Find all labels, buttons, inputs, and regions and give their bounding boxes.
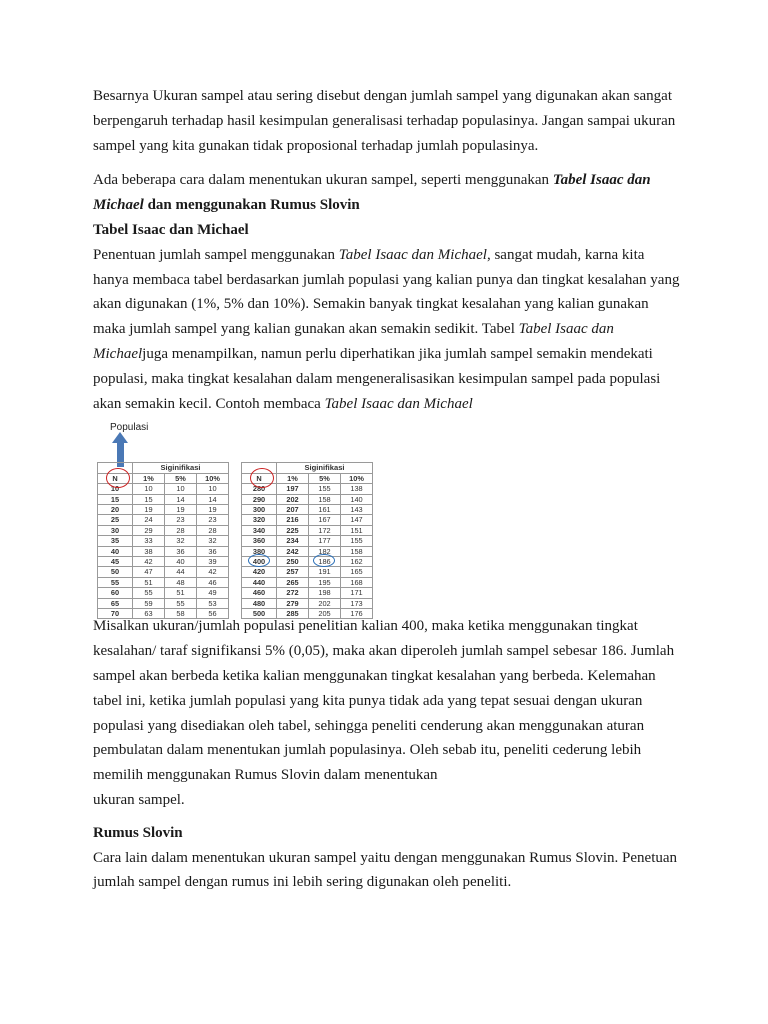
table-cell: 138 [341, 484, 373, 494]
group-header-left: Siginifikasi [133, 463, 229, 473]
table-separator [229, 567, 242, 577]
isaac-michael-table [97, 462, 373, 619]
table-cell: 10 [165, 484, 197, 494]
table-cell: 60 [98, 588, 133, 598]
table-row [98, 567, 373, 577]
table-cell: 140 [341, 494, 373, 504]
header-n-left: N [98, 473, 133, 483]
table-separator [229, 557, 242, 567]
table-cell: 24 [133, 515, 165, 525]
table-cell: 44 [165, 567, 197, 577]
table-cell: 279 [277, 598, 309, 608]
table-cell: 29 [133, 525, 165, 535]
table-cell: 58 [165, 609, 197, 619]
table-cell [309, 557, 341, 567]
table-cell: 14 [165, 494, 197, 504]
table-row [98, 577, 373, 587]
table-row [98, 536, 373, 546]
table-separator [229, 494, 242, 504]
table-cell: 20 [98, 504, 133, 514]
table-cell: 50 [98, 567, 133, 577]
table-cell: 42 [133, 557, 165, 567]
table-cell: 198 [309, 588, 341, 598]
table-cell: 162 [341, 557, 373, 567]
table-cell: 205 [309, 609, 341, 619]
table-separator [229, 504, 242, 514]
text-span: Penentuan jumlah sampel menggunakan [93, 246, 339, 263]
table-cell: 420 [242, 567, 277, 577]
table-cell: 28 [197, 525, 229, 535]
table-cell: 19 [133, 504, 165, 514]
table-cell: 15 [133, 494, 165, 504]
table-cell: 143 [341, 504, 373, 514]
table-cell: 191 [309, 567, 341, 577]
table-cell: 290 [242, 494, 277, 504]
table-cell: 202 [277, 494, 309, 504]
table-row [98, 557, 373, 567]
header-1pct: 1% [133, 473, 165, 483]
table-cell: 25 [98, 515, 133, 525]
table-cell: 10 [133, 484, 165, 494]
table-cell: 257 [277, 567, 309, 577]
table-cell: 51 [165, 588, 197, 598]
highlighted-value: 400 [252, 557, 266, 567]
table-row [98, 504, 373, 514]
isaac-michael-table-figure [93, 418, 393, 619]
table-cell: 23 [197, 515, 229, 525]
text-span: , sangat mudah, karna kita hanya membaca tabel berdasarkan jumlah populasi yang kalian punya dan tingkat kesalahan yang akan digunakan (1%, 5% dan 10%). Semakin banyak tingkat kesalahan yang kalian gunakan maka jumlah sampel yang kalian gunakan akan semakin sedikit. Tabel [93, 246, 680, 338]
table-cell: 250 [277, 557, 309, 567]
table-cell: 55 [165, 598, 197, 608]
table-cell: 380 [242, 546, 277, 556]
table-cell: 53 [197, 598, 229, 608]
header-10pct: 10% [197, 473, 229, 483]
document-page [93, 84, 683, 895]
table-cell: 265 [277, 577, 309, 587]
table-separator [229, 609, 242, 619]
table-cell: 197 [277, 484, 309, 494]
table-separator [229, 588, 242, 598]
blue-circle-annotation [313, 554, 335, 567]
red-circle-annotation [250, 468, 274, 488]
table-separator [229, 463, 242, 473]
table-header-row [98, 473, 373, 483]
table-cell: 38 [133, 546, 165, 556]
table-cell: 480 [242, 598, 277, 608]
table-cell: 195 [309, 577, 341, 587]
table-cell: 32 [165, 536, 197, 546]
table-cell: 36 [197, 546, 229, 556]
header-5pct: 5% [165, 473, 197, 483]
paragraph-intro: Besarnya Ukuran sampel atau sering disebut dengan jumlah sampel yang digunakan akan sangat berpengaruh terhadap hasil kesimpulan generalisasi terhadap populasinya. Jangan sampai ukuran sampel yang kita gunakan tidak proposional terhadap jumlah populasinya. [93, 88, 676, 154]
table-cell: 23 [165, 515, 197, 525]
emphasis-tabel-isaac: Tabel Isaac dan Michael [93, 172, 651, 214]
table-cell: 340 [242, 525, 277, 535]
table-row [98, 484, 373, 494]
table-cell: 225 [277, 525, 309, 535]
table-cell: 360 [242, 536, 277, 546]
table-cell: 46 [197, 577, 229, 587]
table-cell: 165 [341, 567, 373, 577]
table-cell: 45 [98, 557, 133, 567]
table-cell: 155 [309, 484, 341, 494]
table-separator [229, 546, 242, 556]
table-cell: 202 [309, 598, 341, 608]
populasi-label: Populasi [110, 422, 149, 434]
table-row [98, 515, 373, 525]
table-cell: 19 [165, 504, 197, 514]
table-cell: 161 [309, 504, 341, 514]
header-n-right: N [242, 473, 277, 483]
table-cell: 10 [197, 484, 229, 494]
blue-circle-annotation [248, 554, 270, 567]
table-cell: 460 [242, 588, 277, 598]
paragraph-methods [93, 168, 683, 218]
table-row [98, 494, 373, 504]
table-cell: 39 [197, 557, 229, 567]
table-separator [229, 484, 242, 494]
table-cell: 49 [197, 588, 229, 598]
table-cell: 182 [309, 546, 341, 556]
table-cell: 300 [242, 504, 277, 514]
table-cell: 216 [277, 515, 309, 525]
table-cell: 242 [277, 546, 309, 556]
table-cell: 48 [165, 577, 197, 587]
emphasis-tabel-isaac: Tabel Isaac dan Michael [338, 246, 487, 263]
table-cell: 15 [98, 494, 133, 504]
table-row [98, 525, 373, 535]
red-circle-annotation [106, 468, 130, 488]
table-cell: 51 [133, 577, 165, 587]
paragraph-tabel-explanation [93, 243, 683, 417]
table-cell: 33 [133, 536, 165, 546]
table-cell: 155 [341, 536, 373, 546]
table-cell: 65 [98, 598, 133, 608]
table-cell: 234 [277, 536, 309, 546]
text-span: juga menampilkan, namun perlu diperhatikan jika jumlah sampel semakin mendekati populasi, maka tingkat kesalahan dalam mengeneralisasikan kesimpulan sampel pada populasi akan semakin kecil. Contoh membaca [93, 345, 661, 412]
table-cell: 55 [133, 588, 165, 598]
table-cell: 172 [309, 525, 341, 535]
table-separator [229, 536, 242, 546]
highlighted-value: 186 [318, 557, 331, 567]
table-separator [229, 577, 242, 587]
table-cell: 285 [277, 609, 309, 619]
emphasis-tabel-isaac: Tabel Isaac dan Michael [93, 321, 614, 362]
table-cell: 167 [309, 515, 341, 525]
group-header-right: Siginifikasi [277, 463, 373, 473]
table-cell: 207 [277, 504, 309, 514]
table-cell: 47 [133, 567, 165, 577]
header-5pct: 5% [309, 473, 341, 483]
table-cell: 32 [197, 536, 229, 546]
table-cell [242, 557, 277, 567]
table-cell: 440 [242, 577, 277, 587]
table-cell: 19 [197, 504, 229, 514]
table-cell: 176 [341, 609, 373, 619]
table-separator [229, 598, 242, 608]
emphasis-tabel-isaac: Tabel Isaac dan Michael [324, 395, 473, 412]
heading-rumus-slovin: Rumus Slovin [93, 824, 183, 841]
table-cell: 63 [133, 609, 165, 619]
table-cell: 10 [98, 484, 133, 494]
table-separator [229, 473, 242, 483]
table-cell: 59 [133, 598, 165, 608]
paragraph-example: Misalkan ukuran/jumlah populasi penelitian kalian 400, maka ketika menggunakan tingkat kesalahan/ taraf signifikansi 5% (0,05), maka akan diperoleh jumlah sampel sebesar 186. Jumlah sampel akan berbeda ketika kalian menggunakan tingkat kesalahan yang berbeda. Kelemahan tabel ini, ketika jumlah populasi yang kita punya tidak ada yang tepat sesuai dengan ukuran populasi yang disediakan oleh tabel, sehingga peneliti cenderung akan menggunakan aturan pembulatan dalam menentukan jumlah populasinya. Oleh sebab itu, peneliti cederung lebih memilih menggunakan Rumus Slovin dalam menentukan [93, 618, 675, 784]
table-cell: 272 [277, 588, 309, 598]
table-row [98, 588, 373, 598]
table-cell: 36 [165, 546, 197, 556]
table-cell: 320 [242, 515, 277, 525]
table-cell: 56 [197, 609, 229, 619]
table-cell: 177 [309, 536, 341, 546]
table-cell: 158 [341, 546, 373, 556]
table-cell: 40 [98, 546, 133, 556]
table-separator [229, 525, 242, 535]
table-cell: 14 [197, 494, 229, 504]
table-cell: 70 [98, 609, 133, 619]
table-group-header-row [98, 463, 373, 473]
table-cell: 151 [341, 525, 373, 535]
table-row [98, 598, 373, 608]
table-cell: 173 [341, 598, 373, 608]
table-cell: 35 [98, 536, 133, 546]
table-cell: 55 [98, 577, 133, 587]
table-cell: 147 [341, 515, 373, 525]
table-row [98, 609, 373, 619]
heading-tabel-isaac: Tabel Isaac dan Michael [93, 221, 249, 238]
paragraph-slovin: Cara lain dalam menentukan ukuran sampel yaitu dengan menggunakan Rumus Slovin. Penetuan jumlah sampel dengan rumus ini lebih sering digunakan oleh peneliti. [93, 849, 678, 891]
text-span: Ada beberapa cara dalam menentukan ukuran sampel, seperti menggunakan [93, 172, 553, 189]
table-cell: 42 [197, 567, 229, 577]
table-separator [229, 515, 242, 525]
table-cell: 168 [341, 577, 373, 587]
table-cell: 30 [98, 525, 133, 535]
emphasis-rumus-slovin: dan menggunakan Rumus Slovin [143, 197, 360, 214]
paragraph-example-end: ukuran sampel. [93, 791, 185, 808]
table-cell: 40 [165, 557, 197, 567]
table-cell: 28 [165, 525, 197, 535]
header-1pct: 1% [277, 473, 309, 483]
table-cell: 158 [309, 494, 341, 504]
header-10pct: 10% [341, 473, 373, 483]
table-cell: 171 [341, 588, 373, 598]
table-cell: 500 [242, 609, 277, 619]
table-cell: 280 [242, 484, 277, 494]
